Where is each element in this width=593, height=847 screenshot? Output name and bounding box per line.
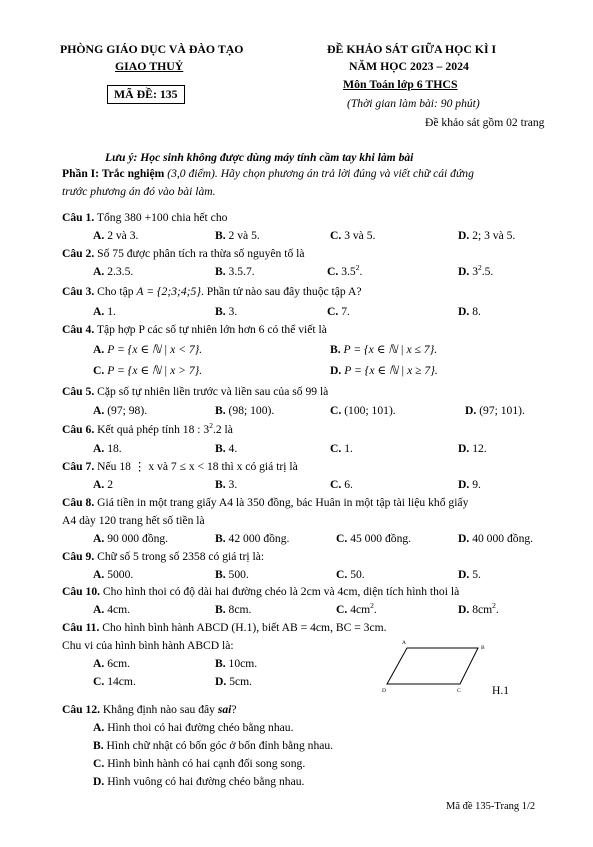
- part1-points: (3,0 điểm).: [167, 167, 218, 180]
- q1-option-a: A. 2 và 3.: [93, 229, 139, 242]
- figure-caption: H.1: [492, 684, 510, 697]
- subject: Môn Toán lớp 6 THCS: [343, 77, 458, 91]
- exam-code-box: MÃ ĐỀ: 135: [107, 85, 185, 104]
- q4-option-b: B. P = {x ∈ ℕ | x ≤ 7}.: [330, 343, 438, 356]
- q5-option-a: A. (97; 98).: [93, 404, 148, 417]
- q8-option-b: B. 42 000 đồng.: [215, 532, 290, 545]
- question-11-line2: Chu vi của hình bình hành ABCD là:: [62, 639, 234, 652]
- question-12: Câu 12. Khẳng định nào sau đây sai?: [62, 703, 237, 716]
- q4-option-a: A. P = {x ∈ ℕ | x < 7}.: [93, 343, 203, 356]
- question-11: Câu 11. Cho hình bình hành ABCD (H.1), biết AB = 4cm, BC = 3cm.: [62, 621, 387, 634]
- q9-option-b: B. 500.: [215, 568, 249, 581]
- q6-option-a: A. 18.: [93, 442, 122, 455]
- calculator-note: Lưu ý: Học sinh không được dùng máy tính cầm tay khi làm bài: [105, 151, 414, 164]
- q1-option-b: B. 2 và 5.: [215, 229, 260, 242]
- question-label: Câu 1.: [62, 211, 95, 224]
- question-1: [62, 211, 227, 225]
- q8-option-a: A. 90 000 đồng.: [93, 532, 169, 545]
- department-name: PHÒNG GIÁO DỤC VÀ ĐÀO TẠO: [60, 42, 244, 56]
- set-a: A = {2;3;4;5}: [136, 285, 201, 298]
- vertex-d-label: D: [382, 688, 386, 694]
- q6-option-d: D. 12.: [458, 442, 487, 455]
- school-year: NĂM HỌC 2023 – 2024: [349, 59, 469, 73]
- q3-option-b: B. 3.: [215, 305, 238, 318]
- page-footer: Mã đề 135-Trang 1/2: [446, 801, 536, 812]
- question-2: Câu 2. Số 75 được phân tích ra thừa số nguyên tố là: [62, 247, 305, 260]
- q1-option-d: D. 2; 3 và 5.: [458, 229, 516, 242]
- page-count: Đề khảo sát gồm 02 trang: [425, 116, 545, 129]
- q8-option-c: C. 45 000 đồng.: [336, 532, 412, 545]
- expression: 18 : 3: [182, 423, 210, 436]
- question-8: Câu 8. Giá tiền in một trang giấy A4 là 350 đồng, bác Huân in một tập tài liệu khổ giấy: [62, 496, 469, 509]
- q6-option-b: B. 4.: [215, 442, 238, 455]
- q10-option-b: B. 8cm.: [215, 603, 252, 616]
- q12-option-c: C. Hình bình hành có hai cạnh đối song song.: [93, 757, 306, 770]
- part1-instruction-line2: trước phương án đó vào bài làm.: [62, 185, 216, 198]
- q2-option-c: C. $3.5^2$.: [327, 263, 363, 278]
- question-3: Câu 3. Cho tập A = {2;3;4;5}. Phần tử nào sau đây thuộc tập A?: [62, 285, 362, 298]
- question-4: Câu 4. Tập hợp P các số tự nhiên lớn hơn 6 có thể viết là: [62, 323, 327, 336]
- vertex-c-label: C: [457, 688, 461, 694]
- question-10: Câu 10. Cho hình thoi có độ dài hai đường chéo là 2cm và 4cm, diện tích hình thoi là: [62, 585, 460, 598]
- q11-option-c: C. 14cm.: [93, 675, 136, 688]
- q10-option-c: C. $4cm^2$.: [336, 601, 377, 616]
- vertex-b-label: B: [481, 645, 485, 651]
- q3-option-c: C. 7.: [327, 305, 350, 318]
- part1-instruction: Hãy chọn phương án trả lời đúng và viết chữ cái đứng: [220, 167, 474, 180]
- question-5: Câu 5. Cặp số tự nhiên liền trước và liền sau của số 99 là: [62, 385, 329, 398]
- q12-option-b: B. Hình chữ nhật có bốn góc ở bốn đỉnh bằng nhau.: [93, 739, 334, 752]
- q5-option-d: D. (97; 101).: [465, 404, 525, 417]
- question-7: Câu 7. Nếu 18 ⋮ x và 7 ≤ x < 18 thì x có giá trị là: [62, 460, 298, 473]
- q5-option-c: C. (100; 101).: [330, 404, 396, 417]
- parallelogram-abcd: [387, 648, 478, 684]
- q9-option-a: A. 5000.: [93, 568, 134, 581]
- district-name: GIAO THUỶ: [115, 59, 184, 73]
- question-6: Câu 6. Kết quả phép tính 18 : $3^2.2$ là: [62, 421, 233, 436]
- q2-option-b: B. 3.5.7.: [215, 265, 255, 278]
- vertex-a-label: A: [402, 640, 406, 646]
- q12-option-d: D. Hình vuông có hai đường chéo bằng nhau.: [93, 775, 305, 788]
- question-text: Tổng 380 +100 chia hết cho: [96, 211, 228, 224]
- q11-option-a: A. 6cm.: [93, 657, 131, 670]
- exam-title: ĐỀ KHẢO SÁT GIỮA HỌC KÌ I: [327, 42, 497, 56]
- question-9: Câu 9. Chữ số 5 trong số 2358 có giá trị là:: [62, 550, 265, 563]
- q10-option-a: A. 4cm.: [93, 603, 131, 616]
- q9-option-c: C. 50.: [336, 568, 365, 581]
- emphasis-false: sai: [217, 703, 232, 716]
- q6-option-c: C. 1.: [330, 442, 353, 455]
- q4-option-d: D. P = {x ∈ ℕ | x ≥ 7}.: [330, 364, 438, 377]
- q10-option-d: D. $8cm^2$.: [458, 601, 499, 616]
- q3-option-a: A. 1.: [93, 305, 116, 318]
- q12-option-a: A. Hình thoi có hai đường chéo bằng nhau.: [93, 721, 294, 734]
- part1-heading: [62, 167, 474, 181]
- exam-time: (Thời gian làm bài: 90 phút): [347, 97, 480, 110]
- q5-option-b: B. (98; 100).: [215, 404, 275, 417]
- q7-option-b: B. 3.: [215, 478, 238, 491]
- q4-option-c: C. P = {x ∈ ℕ | x > 7}.: [93, 364, 203, 377]
- q1-option-c: C. 3 và 5.: [330, 229, 376, 242]
- question-8-line2: A4 dày 120 trang hết số tiền là: [62, 514, 205, 527]
- q11-option-d: D. 5cm.: [215, 675, 253, 688]
- q7-option-a: A. 2: [93, 478, 113, 491]
- q3-option-d: D. 8.: [458, 305, 481, 318]
- q2-option-d: D. $3^2.5$.: [458, 263, 494, 278]
- q11-option-b: B. 10cm.: [215, 657, 258, 670]
- q7-option-d: D. 9.: [458, 478, 481, 491]
- q2-option-a: A. 2.3.5.: [93, 265, 134, 278]
- part1-title: Phần I: Trắc nghiệm: [62, 167, 165, 180]
- q7-option-c: C. 6.: [330, 478, 353, 491]
- q9-option-d: D. 5.: [458, 568, 481, 581]
- q8-option-d: D. 40 000 đồng.: [458, 532, 534, 545]
